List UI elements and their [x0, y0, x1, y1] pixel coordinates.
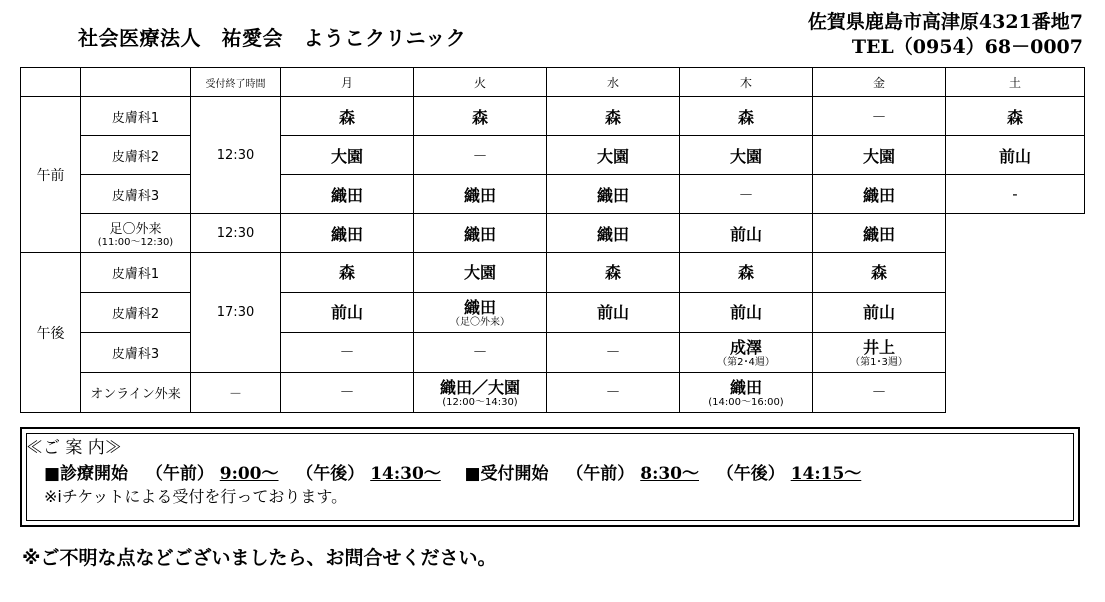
foot-clinic-name: 足〇外来: [109, 221, 162, 237]
doctor-cell: 森: [680, 253, 813, 293]
doctor-cell: 織田: [281, 175, 414, 214]
footer-note: ※ご不明な点などございましたら、お問合せください。: [22, 547, 497, 569]
reception-label: ■受付開始: [464, 464, 549, 484]
pm-section-label: 午後: [21, 253, 81, 413]
foot-clinic-label: [81, 214, 191, 253]
doctor-cell: 前山: [680, 214, 813, 253]
empty-cell: [946, 253, 1085, 293]
clinic-address: 佐賀県鹿島市高津原4321番地7: [807, 11, 1083, 33]
doctor-cell: 大園: [680, 136, 813, 175]
doctor-cell: 森: [813, 253, 946, 293]
day-header: 月: [281, 68, 414, 97]
reception-am-label: （午前）: [566, 464, 635, 484]
doctor-cell: 森: [946, 97, 1085, 136]
day-header: 火: [414, 68, 547, 97]
foot-clinic-hours: (11:00～12:30): [97, 236, 174, 248]
day-header: 木: [680, 68, 813, 97]
am-section-label: 午前: [21, 97, 81, 253]
empty-cell: [946, 373, 1085, 413]
doctor-cell: 織田／大園 (12:00～14:30): [414, 373, 547, 413]
doctor-cell: 前山: [946, 136, 1085, 175]
consult-pm-label: （午後）: [296, 464, 365, 484]
doctor-cell: －: [414, 333, 547, 373]
doctor-cell: 織田 (14:00～16:00): [680, 373, 813, 413]
doctor-cell: －: [414, 136, 547, 175]
doctor-cell: 大園: [813, 136, 946, 175]
corner-cell-2: [81, 68, 191, 97]
row-label: 皮膚科3: [81, 175, 191, 214]
table-row: [21, 253, 1085, 293]
doctor-cell: －: [547, 333, 680, 373]
doctor-cell: 森: [281, 253, 414, 293]
row-label: 皮膚科1: [81, 97, 191, 136]
clinic-contact: [808, 10, 1083, 60]
doctor-cell: 織田: [813, 175, 946, 214]
consult-am-label: （午前）: [145, 464, 214, 484]
row-label: 皮膚科1: [81, 253, 191, 293]
doctor-cell: 成澤 （第2･4週）: [680, 333, 813, 373]
row-label: 皮膚科3: [81, 333, 191, 373]
doctor-cell: 大園: [281, 136, 414, 175]
foot-reception-time: 12:30: [191, 214, 281, 253]
notice-title: ≪ご 案 内≫: [26, 438, 122, 458]
doctor-cell: －: [813, 373, 946, 413]
online-reception-time: －: [191, 373, 281, 413]
doctor-cell: 大園: [547, 136, 680, 175]
reception-am-time: 8:30～: [640, 464, 699, 484]
doctor-cell: －: [281, 373, 414, 413]
consult-pm-time: 14:30～: [370, 464, 441, 484]
table-row: [21, 175, 1085, 214]
clinic-name: 社会医療法人 祐愛会 ようこクリニック: [78, 26, 467, 50]
reception-pm-time: 14:15～: [790, 464, 862, 484]
clinic-tel: TEL（0954）68－0007: [851, 36, 1083, 58]
reception-end-header: 受付終了時間: [191, 68, 281, 97]
am-reception-time: 12:30: [191, 97, 281, 214]
doctor-cell: 森: [414, 97, 547, 136]
table-row: [21, 136, 1085, 175]
doctor-cell: 井上 （第1･3週）: [813, 333, 946, 373]
header-row: [21, 68, 1085, 97]
empty-cell: [946, 214, 1085, 253]
doctor-cell: －: [281, 333, 414, 373]
doctor-cell: 森: [547, 97, 680, 136]
doctor-cell: 織田: [547, 175, 680, 214]
reception-pm-label: （午後）: [716, 464, 785, 484]
online-clinic-label: オンライン外来: [81, 373, 191, 413]
empty-cell: [946, 293, 1085, 333]
table-row: [21, 293, 1085, 333]
doctor-cell: 織田: [281, 214, 414, 253]
day-header: 水: [547, 68, 680, 97]
empty-cell: [946, 333, 1085, 373]
row-label: 皮膚科2: [81, 293, 191, 333]
doctor-cell: －: [547, 373, 680, 413]
row-label: 皮膚科2: [81, 136, 191, 175]
table-row: [21, 333, 1085, 373]
doctor-cell: －: [680, 175, 813, 214]
doctor-cell: 大園: [414, 253, 547, 293]
doctor-cell: 織田: [414, 214, 547, 253]
doctor-cell: 森: [547, 253, 680, 293]
table-row: [21, 373, 1085, 413]
table-row: [21, 214, 1085, 253]
doctor-cell: 織田 （足〇外来）: [414, 293, 547, 333]
doctor-cell: 森: [281, 97, 414, 136]
doctor-cell: 織田: [813, 214, 946, 253]
doctor-cell: -: [946, 175, 1085, 214]
day-header: 金: [813, 68, 946, 97]
doctor-cell: 前山: [547, 293, 680, 333]
ticket-note: ※iチケットによる受付を行っております。: [44, 487, 348, 506]
notice-box: [20, 427, 1080, 527]
schedule-table: [20, 67, 1085, 413]
corner-cell: [21, 68, 81, 97]
pm-reception-time: 17:30: [191, 253, 281, 373]
consult-am-time: 9:00～: [219, 464, 279, 484]
doctor-cell: 森: [680, 97, 813, 136]
doctor-cell: 前山: [813, 293, 946, 333]
doctor-cell: －: [813, 97, 946, 136]
consult-label: ■診療開始: [44, 464, 129, 484]
doctor-cell: 前山: [281, 293, 414, 333]
day-header: 土: [946, 68, 1085, 97]
doctor-cell: 織田: [414, 175, 547, 214]
doctor-cell: 織田: [547, 214, 680, 253]
table-row: [21, 97, 1085, 136]
hours-line: [44, 459, 861, 484]
doctor-cell: 前山: [680, 293, 813, 333]
